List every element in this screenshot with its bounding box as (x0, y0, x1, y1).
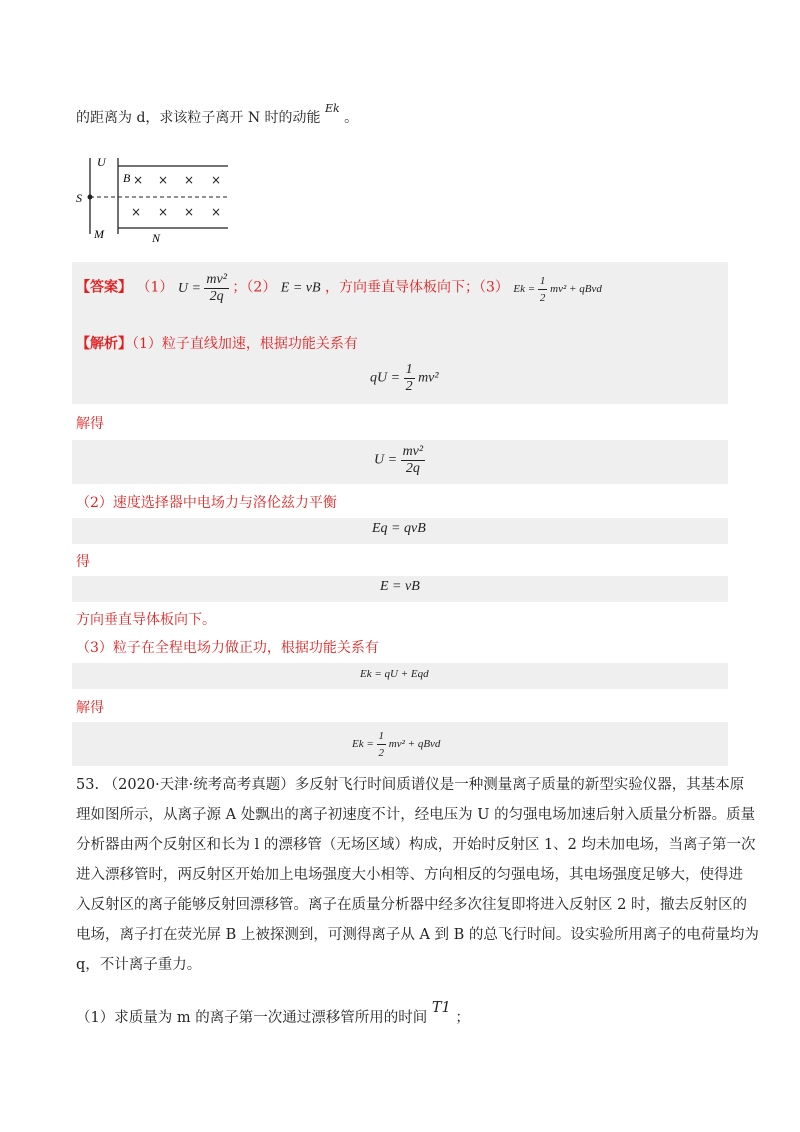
intro-text: 的距离为 d，求该粒子离开 N 时的动能 (76, 110, 321, 126)
eq3: Eq = qvB (372, 521, 426, 536)
field-cross: × (133, 173, 144, 187)
problem-line1 (76, 770, 745, 800)
field-cross: × (211, 205, 222, 219)
problem-line3: 分析器由两个反射区和长为 l 的漂移管（无场区域）构成，开始时反射区 1、2 均未加电场，当离子第一次 (76, 837, 756, 853)
eq5: Ek = qU + Eqd (360, 668, 429, 680)
answer-part1: （1） (136, 279, 174, 296)
field-cross: × (211, 173, 222, 187)
de: 得 (76, 554, 90, 570)
label-b: B (123, 171, 131, 185)
field-cross: × (184, 205, 195, 219)
field-cross: × (158, 173, 169, 187)
source-point (88, 195, 93, 200)
answer-u-num: mv² (206, 272, 227, 287)
eq2-den: 2q (405, 461, 420, 476)
analysis-tag: 【解析】 (76, 336, 132, 352)
answer-u-lhs: U = (177, 280, 201, 296)
eq2-num: mv² (402, 444, 424, 459)
problem-line4: 进入漂移管时，两反射区开始加上电场强度大小相等、方向相反的匀强电场，其电场强度足够大，使得进 (76, 867, 743, 883)
answer-ek-num: 1 (538, 273, 548, 290)
question-1 (76, 1000, 470, 1028)
analysis-s2: （2）速度选择器中电场力与洛伦兹力平衡 (76, 495, 337, 511)
answer-ek-rhs: mv² + qBvd (550, 282, 602, 295)
eq1-rhs: mv² (418, 370, 439, 386)
answer-e-eq: E = vB (280, 280, 321, 296)
eq6-lhs: Ek = (352, 738, 374, 751)
problem-line2: 理如图所示，从离子源 A 处飘出的离子初速度不计，经电压为 U 的匀强电场加速后射入质量分析器。质量 (76, 807, 756, 823)
problem-line5: 入反射区的离子能够反射回漂移管。离子在质量分析器中经多次往复即将进入反射区 2 时，撤去反射区的 (76, 897, 747, 913)
field-cross: × (184, 173, 195, 187)
problem-source: （2020·天津·统考高考真题） (103, 777, 295, 793)
problem-line7: q，不计离子重力。 (76, 957, 202, 973)
label-n: N (152, 231, 161, 245)
eq2-lhs: U = (374, 452, 398, 468)
intro-line (76, 102, 359, 129)
answer-dir: ，方向垂直导体板向下；（3） (325, 279, 509, 296)
answer-tag: 【答案】 (76, 279, 132, 296)
jiede2: 解得 (76, 700, 104, 716)
problem-text-1: 多反射飞行时间质谱仪是一种测量离子质量的新型实验仪器，其基本原 (294, 777, 745, 793)
eq4: E = vB (380, 579, 420, 594)
question-1-end: ； (455, 1010, 470, 1026)
problem-line6: 电场，离子打在荧光屏 B 上被探测到，可测得离子从 A 到 B 的总飞行时间。设实验所用离子的电荷量均为 (76, 927, 759, 943)
field-cross: × (131, 205, 142, 219)
velocity-selector-figure (72, 150, 242, 250)
eq6 (352, 728, 440, 761)
field-cross: × (158, 205, 169, 219)
analysis-s4: （3）粒子在全程电场力做正功，根据功能关系有 (76, 640, 379, 656)
jiede1: 解得 (76, 416, 104, 432)
eq1 (370, 362, 439, 395)
eq1-num: 1 (405, 362, 413, 377)
answer-sep1: ；（2） (232, 279, 277, 296)
analysis-s1: （1）粒子直线加速，根据功能关系有 (132, 336, 358, 352)
eq6-rhs: mv² + qBvd (388, 738, 441, 751)
ek-symbol: Ek (325, 102, 340, 115)
eq1-den: 2 (405, 379, 413, 394)
intro-end: 。 (344, 110, 359, 126)
problem-53 (76, 770, 759, 980)
answer-line (76, 272, 602, 306)
problem-number: 53. (76, 777, 100, 793)
question-1-text: （1）求质量为 m 的离子第一次通过漂移管所用的时间 (76, 1010, 428, 1026)
label-s: S (76, 191, 82, 205)
label-m: M (94, 227, 104, 241)
t1-symbol: T1 (431, 1000, 451, 1016)
eq1-lhs: qU = (370, 370, 401, 386)
label-u: U (97, 155, 106, 169)
eq2 (374, 444, 425, 477)
analysis-s3: 方向垂直导体板向下。 (76, 612, 216, 628)
analysis-step1 (76, 334, 358, 354)
answer-u-den: 2q (209, 289, 224, 304)
eq6-den: 2 (378, 747, 385, 759)
eq6-num: 1 (377, 728, 387, 745)
answer-ek-den: 2 (539, 291, 546, 304)
answer-ek-lhs: Ek = (513, 282, 536, 295)
